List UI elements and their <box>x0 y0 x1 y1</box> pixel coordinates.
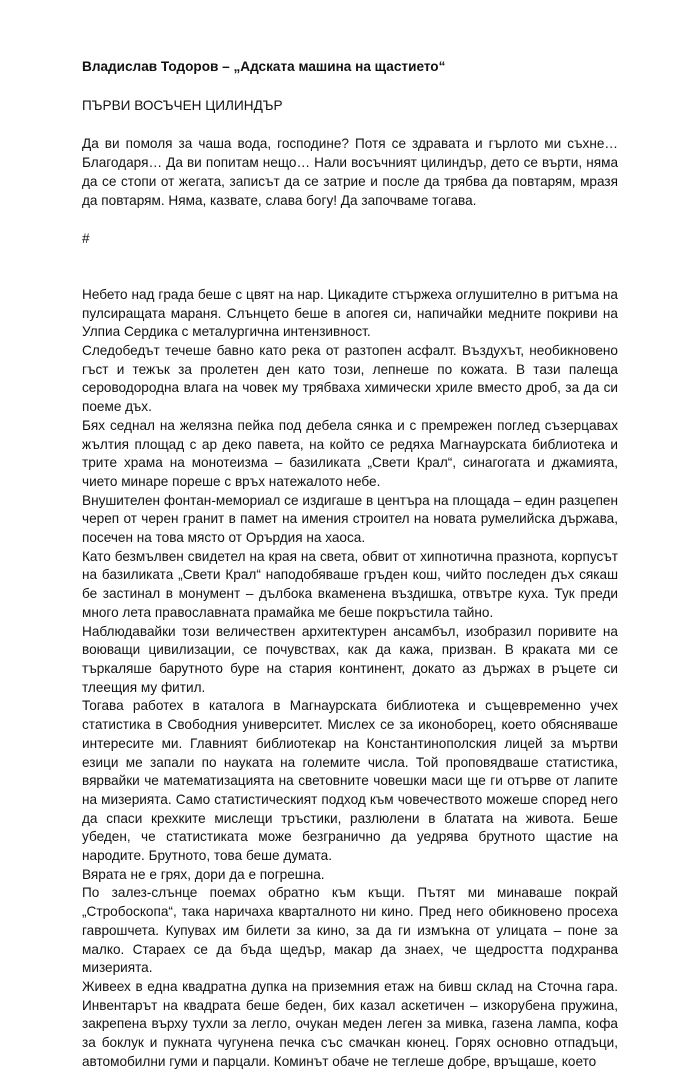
paragraph: Вярата не е грях, дори да е погрешна. <box>82 866 325 882</box>
intro-paragraph: Да ви помоля за чаша вода, господине? Потя се здравата и гърлото ми съхне… Благодаря… Да ви попитам нещо… Нали восъчният цилиндър, дето се върти, няма да се стопи от жегата, записът да се затрие и после да трябва да повтарям, мразя да повтарям. Няма, казвате, слава богу! Да започваме тогава. <box>82 136 618 208</box>
document-body <box>82 58 618 1071</box>
paragraph: Бях седнал на желязна пейка под дебела сянка и с премрежен поглед съзерцавах жълтия площад с ар деко павета, на който се редяха Магнаурската библиотека и трите храма на монотеизма – базиликата „Свети Крал“, синагогата и джамията, чието минаре пореше с връх натежалото небе. <box>82 417 618 489</box>
section-heading: ПЪРВИ ВОСЪЧЕН ЦИЛИНДЪР <box>82 97 283 113</box>
paragraph: Небето над града беше с цвят на нар. Цикадите стържеха оглушително в ритъма на пулсиращата мараня. Слънцето беше в апогея си, напичайки медните покриви на Улпиа Сердика с металургична интензивност. <box>82 286 618 340</box>
document-title: Владислав Тодоров – „Адската машина на щастието“ <box>82 59 446 74</box>
paragraph: По залез-слънце поемах обратно към къщи. Пътят ми минаваше покрай „Стробоскопа“, така наричаха кварталното ни кино. Пред него обикновено просеха гаврошчета. Купувах им билети за кино, за да ги измъкна от улицата – поне за малко. Стараех се да бъда щедър, макар да знаех, че щедростта подхранва мизерията. <box>82 885 618 976</box>
paragraph: Като безмълвен свидетел на края на света, обвит от хипнотична празнота, корпусът на базиликата „Свети Крал“ наподобяваше гръден кош, чийто последен дъх сякаш бе застинал в монумент – дълбока вкаменена въздишка, отвътре куха. Тук преди много лета православната прамайка ме беше покръстила тайно. <box>82 548 618 620</box>
paragraph: Тогава работех в каталога в Магнаурската библиотека и същевременно учех статистика в Свободния университет. Мислех се за иконоборец, което обясняваше интересите ми. Главният библиотекар на Константинополския лицей за мъртви езици ме запали по науката на големите числа. Той проповядваше статистика, вярвайки че математизацията на световните човешки маси ще ги отърве от лапите на мизерията. Само статистическият подход към човечеството можеше според него да спаси крехките мислещи тръстики, разлюлени в блатата на живота. Беше убеден, че статистиката може безгранично да уедрява брутното щастие на народите. Брутното, това беше думата. <box>82 698 618 864</box>
paragraph: Живеех в една квадратна дупка на приземния етаж на бивш склад на Сточна гара. Инвентарът на квадрата беше беден, бих казал аскетичен – изкорубена пружина, закрепена върху тухли за легло, очукан меден леген за мивка, газена лампа, кофа за боклук и пукната чугунена печка със смачкан кюнец. Горях основно отпадъци, автомобилни гуми и парцали. Коминът обаче не теглеше добре, връщаше, което <box>82 978 618 1069</box>
section-separator: # <box>82 231 90 247</box>
paragraph: Внушителен фонтан-мемориал се издигаше в центъра на площада – един разцепен череп от черен гранит в памет на имения строител на новата румелийска държава, посечен на това място от Орърдия на хаоса. <box>82 492 618 546</box>
paragraph: Наблюдавайки този величествен архитектурен ансамбъл, изобразил поривите на воюващи цивилизации, се почувствах, как да кажа, призван. В краката ми се търкаляше барутното буре на стария континент, докато аз държах в ръцете си тлеещия му фитил. <box>82 623 618 695</box>
paragraph: Следобедът течеше бавно като река от разтопен асфалт. Въздухът, необикновено гъст и тежък за пролетен ден като този, лепнеше по кожата. В тази палеща сероводородна влага на човек му трябваха химически хриле вместо дроб, за да си поеме дъх. <box>82 343 618 415</box>
